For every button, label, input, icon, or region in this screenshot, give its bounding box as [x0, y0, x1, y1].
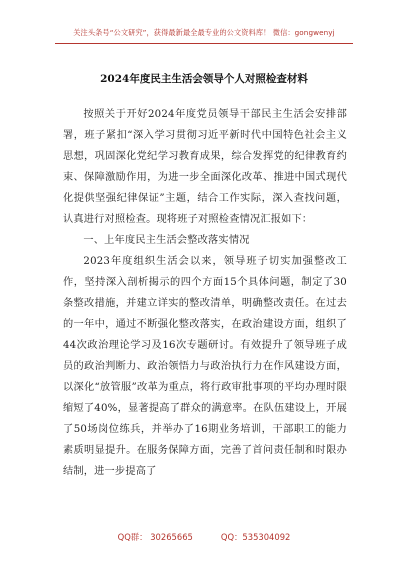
paragraph-intro: 按照关于开好2024年度党员领导干部民主生活会安排部署，班子紧扣“深入学习贯彻习近平新时代中国特色社会主义思想，巩固深化党纪学习教育成果，综合发挥党的纪律教育约束、保障激励作用，为进一步全面深化改革、推进中国式现代化提供坚强纪律保证”主题，结合工作实际，深入查找问题，认真进行对照检查。现将班子对照检查情况汇报如下： — [63, 109, 347, 225]
footer-qq: QQ：535304092 — [220, 532, 291, 542]
footer-contact — [0, 531, 408, 543]
header-promo-text: 关注头条号“公文研究”，获得最新最全最专业的公文资料库！ 微信：gongwenyj — [73, 28, 335, 37]
section-heading-1: 一、上年度民主生活会整改落实情况 — [83, 235, 250, 246]
paragraph-rectification: 2023年度组织生活会以来，领导班子切实加强整改工作，坚持深入剖析揭示的四个方面15个具体问题，制定了30条整改措施，并建立详实的整改清单，明确整改责任。在过去的一年中，通过不断强化整改落实，在政治建设方面，组织了44次政治理论学习及16次专题研讨。有效提升了领导班子成员的政治判断力、政治领悟力与政治执行力在作风建设方面，以深化“放管服”改革为重点，将行政审批事项的平均办理时限缩短了40%，显著提高了群众的满意率。在队伍建设上，开展了50场岗位练兵，并举办了16期业务培训，干部职工的能力素质明显提升。在服务保障方面，完善了首问责任制和时限办结制，进一步提高了 — [63, 256, 347, 477]
footer-qq-group: QQ群： 30265665 — [117, 532, 193, 542]
document-body — [63, 104, 347, 482]
document-title: 2024年度民主生活会领导个人对照检查材料 — [100, 73, 308, 85]
header-divider — [55, 43, 353, 44]
